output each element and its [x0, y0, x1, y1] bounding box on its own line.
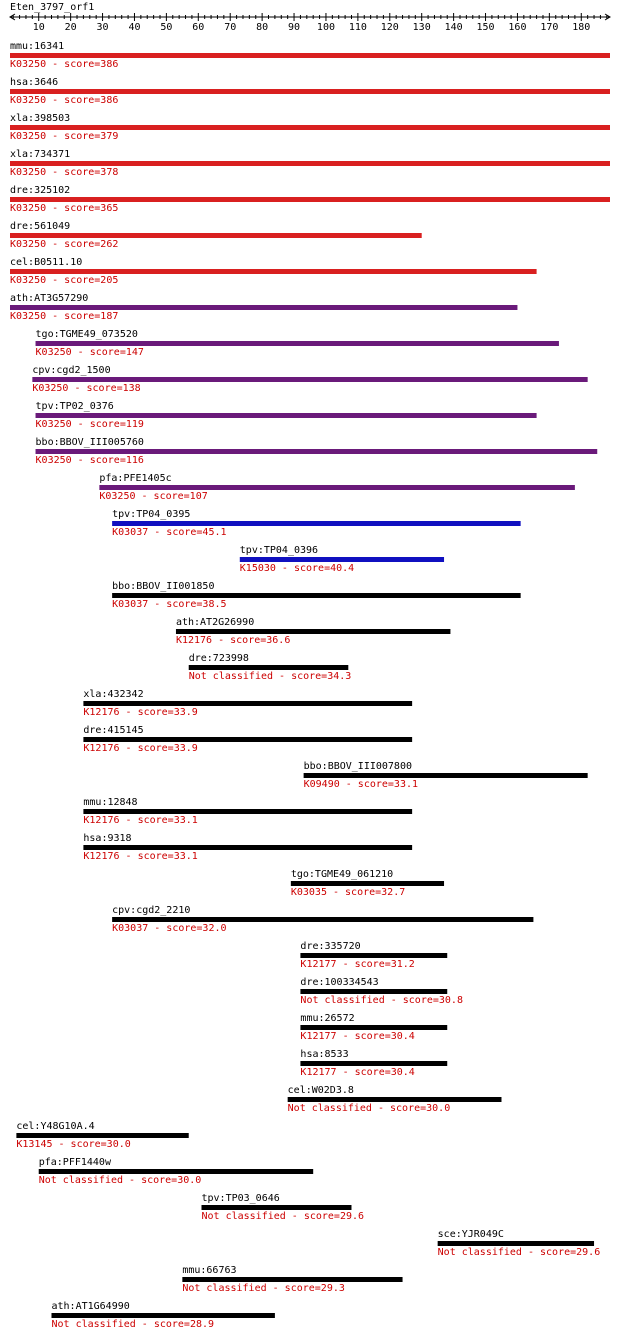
hit-annotation: K03037 - score=45.1 — [112, 527, 227, 538]
hit-row[interactable] — [112, 581, 521, 610]
hit-annotation: K09490 - score=33.1 — [303, 779, 419, 790]
axis-tick-label: 160 — [508, 22, 527, 33]
hit-label[interactable]: xla:432342 — [83, 689, 144, 700]
axis-tick-label: 80 — [256, 22, 269, 33]
hit-row[interactable] — [182, 1265, 402, 1294]
hit-label[interactable]: bbo:BBOV_III007800 — [303, 761, 412, 772]
hit-row[interactable] — [83, 725, 412, 754]
hit-bar[interactable] — [32, 377, 587, 382]
hit-label[interactable]: mmu:26572 — [300, 1013, 355, 1024]
hit-row[interactable] — [189, 653, 352, 682]
hit-annotation: K12176 - score=33.1 — [83, 815, 198, 826]
hit-label[interactable]: hsa:9318 — [83, 833, 132, 844]
hit-row[interactable] — [10, 257, 537, 286]
hit-annotation: K03250 - score=138 — [32, 383, 141, 394]
axis-tick-label: 40 — [128, 22, 141, 33]
hit-bar[interactable] — [240, 557, 444, 562]
axis-tick-label: 50 — [160, 22, 173, 33]
hit-label[interactable]: tpv:TP03_0646 — [201, 1193, 280, 1204]
hit-row[interactable] — [288, 1085, 502, 1114]
hit-bar[interactable] — [201, 1205, 351, 1210]
hit-row[interactable] — [112, 509, 521, 538]
axis-tick-label: 20 — [64, 22, 77, 33]
hit-bar[interactable] — [39, 1169, 313, 1174]
hit-label[interactable]: dre:100334543 — [300, 977, 379, 988]
hit-row[interactable] — [10, 293, 517, 322]
hit-annotation: K03250 - score=147 — [35, 347, 144, 358]
hit-annotation: K03250 - score=386 — [10, 59, 119, 70]
hit-row[interactable] — [438, 1229, 601, 1258]
hit-bar[interactable] — [112, 917, 533, 922]
hit-label[interactable]: cel:Y48G10A.4 — [16, 1121, 95, 1132]
hit-label[interactable]: cpv:cgd2_2210 — [112, 905, 191, 916]
hit-annotation: Not classified - score=29.6 — [201, 1211, 365, 1222]
hit-row[interactable] — [36, 329, 559, 358]
hit-label[interactable]: xla:398503 — [10, 113, 71, 124]
hit-annotation: Not classified - score=34.3 — [188, 671, 352, 682]
hit-row[interactable] — [36, 401, 537, 430]
hit-bar[interactable] — [288, 1097, 502, 1102]
hit-row[interactable] — [32, 365, 587, 394]
hit-annotation: Not classified - score=30.0 — [287, 1103, 451, 1114]
hit-bar[interactable] — [189, 665, 349, 670]
hit-label[interactable]: tpv:TP02_0376 — [35, 401, 114, 412]
axis-tick-label: 30 — [96, 22, 109, 33]
hit-label[interactable]: xla:734371 — [10, 149, 71, 160]
hit-row[interactable] — [99, 473, 575, 502]
hit-label[interactable]: mmu:16341 — [10, 41, 65, 52]
hit-bar[interactable] — [304, 773, 588, 778]
hit-annotation: Not classified - score=28.9 — [51, 1319, 215, 1330]
hit-annotation: K03250 - score=116 — [35, 455, 144, 466]
axis-tick-label: 120 — [380, 22, 399, 33]
hit-bar[interactable] — [10, 53, 610, 58]
hit-row[interactable] — [300, 1013, 447, 1042]
hit-bar[interactable] — [112, 521, 521, 526]
hit-row[interactable] — [83, 833, 412, 862]
hit-bar[interactable] — [300, 989, 447, 994]
axis-tick-label: 170 — [540, 22, 559, 33]
hit-label[interactable]: cel:W02D3.8 — [287, 1085, 354, 1096]
hit-row[interactable] — [300, 1049, 447, 1078]
hit-row[interactable] — [83, 797, 412, 826]
hit-annotation: K03037 - score=38.5 — [112, 599, 227, 610]
hit-bar[interactable] — [51, 1313, 274, 1318]
hit-label[interactable]: mmu:12848 — [83, 797, 138, 808]
hit-row[interactable] — [240, 545, 444, 574]
hit-bar[interactable] — [36, 413, 537, 418]
hit-annotation: K12177 - score=30.4 — [300, 1031, 415, 1042]
hit-row[interactable] — [83, 689, 412, 718]
hit-bar[interactable] — [182, 1277, 402, 1282]
hit-row[interactable] — [51, 1301, 274, 1330]
hit-annotation: K03037 - score=32.0 — [112, 923, 227, 934]
query-title: Eten_3797_orf1 — [10, 2, 95, 13]
hit-bar[interactable] — [16, 1133, 188, 1138]
hit-annotation: K12176 - score=33.9 — [83, 707, 198, 718]
hit-label[interactable]: ath:AT1G64990 — [51, 1301, 130, 1312]
hit-annotation: Not classified - score=29.3 — [182, 1283, 345, 1294]
hit-row[interactable] — [10, 221, 422, 250]
hit-bar[interactable] — [176, 629, 450, 634]
hit-label[interactable]: bbo:BBOV_III005760 — [35, 437, 144, 448]
hit-bar[interactable] — [83, 701, 412, 706]
hit-annotation: K03250 - score=386 — [10, 95, 119, 106]
hit-row[interactable] — [176, 617, 450, 646]
hit-label[interactable]: cpv:cgd2_1500 — [32, 365, 111, 376]
hit-row[interactable] — [10, 149, 610, 178]
hit-bar[interactable] — [36, 341, 559, 346]
hit-bar[interactable] — [10, 161, 610, 166]
position-axis — [10, 13, 610, 33]
hit-annotation: Not classified - score=30.0 — [38, 1175, 202, 1186]
hit-annotation: K03250 - score=119 — [35, 419, 144, 430]
hit-label[interactable]: dre:561049 — [10, 221, 71, 232]
hit-row[interactable] — [112, 905, 533, 934]
hit-bar[interactable] — [10, 125, 610, 130]
hit-row[interactable] — [300, 941, 447, 970]
hit-annotation: K03250 - score=379 — [10, 131, 119, 142]
hit-bar[interactable] — [10, 89, 610, 94]
hit-bar[interactable] — [438, 1241, 594, 1246]
hit-bar[interactable] — [10, 233, 422, 238]
axis-tick-label: 90 — [288, 22, 301, 33]
hit-label[interactable]: tpv:TP04_0396 — [239, 545, 319, 556]
hit-row[interactable] — [300, 977, 463, 1006]
hit-label[interactable]: sce:YJR049C — [437, 1229, 504, 1240]
hit-annotation: K13145 - score=30.0 — [16, 1139, 131, 1150]
hit-annotation: K12177 - score=31.2 — [300, 959, 415, 970]
hit-list — [10, 41, 610, 1330]
hit-annotation: K15030 - score=40.4 — [239, 563, 355, 574]
hit-bar[interactable] — [10, 197, 610, 202]
hit-annotation: K12176 - score=33.9 — [83, 743, 198, 754]
hit-label[interactable]: hsa:8533 — [300, 1049, 349, 1060]
hit-row[interactable] — [201, 1193, 364, 1222]
hit-annotation: K03250 - score=205 — [10, 275, 119, 286]
hit-bar[interactable] — [300, 1025, 447, 1030]
hit-annotation: K12177 - score=30.4 — [300, 1067, 415, 1078]
hit-label[interactable]: dre:415145 — [83, 725, 144, 736]
hit-label[interactable]: ath:AT3G57290 — [10, 293, 89, 304]
hit-bar[interactable] — [36, 449, 598, 454]
hit-bar[interactable] — [83, 845, 412, 850]
hit-row[interactable] — [10, 185, 610, 214]
hit-row[interactable] — [16, 1121, 188, 1150]
hit-label[interactable]: cel:B0511.10 — [10, 257, 83, 268]
hit-label[interactable]: tpv:TP04_0395 — [112, 509, 191, 520]
hit-label[interactable]: ath:AT2G26990 — [175, 617, 255, 628]
hit-row[interactable] — [10, 41, 610, 70]
axis-tick-label: 130 — [412, 22, 431, 33]
hit-row[interactable] — [36, 437, 598, 466]
hit-annotation: K12176 - score=33.1 — [83, 851, 198, 862]
hit-label[interactable]: hsa:3646 — [10, 77, 59, 88]
axis-tick-label: 10 — [32, 22, 45, 33]
hit-annotation: K03250 - score=365 — [10, 203, 119, 214]
hit-label[interactable]: tgo:TGME49_061210 — [290, 869, 394, 880]
hit-annotation: K03250 - score=262 — [10, 239, 119, 250]
hit-row[interactable] — [304, 761, 588, 790]
hit-bar[interactable] — [83, 809, 412, 814]
hit-row[interactable] — [39, 1157, 313, 1186]
hit-label[interactable]: tgo:TGME49_073520 — [35, 329, 138, 340]
hit-annotation: Not classified - score=29.6 — [437, 1247, 601, 1258]
hit-row[interactable] — [291, 869, 444, 898]
hit-annotation: K03250 - score=378 — [10, 167, 119, 178]
hit-label[interactable]: dre:335720 — [300, 941, 361, 952]
hit-annotation: Not classified - score=30.8 — [300, 995, 463, 1006]
hit-bar[interactable] — [10, 269, 537, 274]
axis-tick-label: 110 — [348, 22, 367, 33]
hit-label[interactable]: pfa:PFF1440w — [38, 1157, 111, 1168]
axis-tick-label: 100 — [316, 22, 335, 33]
hit-annotation: K03250 - score=107 — [99, 491, 208, 502]
hit-label[interactable]: dre:723998 — [188, 653, 249, 664]
axis-tick-label: 150 — [476, 22, 495, 33]
hit-label[interactable]: mmu:66763 — [182, 1265, 237, 1276]
hit-row[interactable] — [10, 77, 610, 106]
hit-annotation: K03035 - score=32.7 — [290, 887, 406, 898]
hit-bar[interactable] — [99, 485, 575, 490]
hit-bar[interactable] — [300, 953, 447, 958]
hit-bar[interactable] — [112, 593, 521, 598]
hit-bar[interactable] — [10, 305, 517, 310]
hit-annotation: K03250 - score=187 — [10, 311, 119, 322]
hit-bar[interactable] — [291, 881, 444, 886]
hit-bar[interactable] — [83, 737, 412, 742]
axis-tick-label: 60 — [192, 22, 205, 33]
hit-bar[interactable] — [300, 1061, 447, 1066]
hit-row[interactable] — [10, 113, 610, 142]
hit-label[interactable]: pfa:PFE1405c — [99, 473, 172, 484]
axis-tick-label: 180 — [572, 22, 591, 33]
hit-label[interactable]: dre:325102 — [10, 185, 71, 196]
hit-annotation: K12176 - score=36.6 — [175, 635, 291, 646]
hit-label[interactable]: bbo:BBOV_II001850 — [112, 581, 215, 592]
axis-tick-label: 70 — [224, 22, 237, 33]
axis-tick-label: 140 — [444, 22, 463, 33]
